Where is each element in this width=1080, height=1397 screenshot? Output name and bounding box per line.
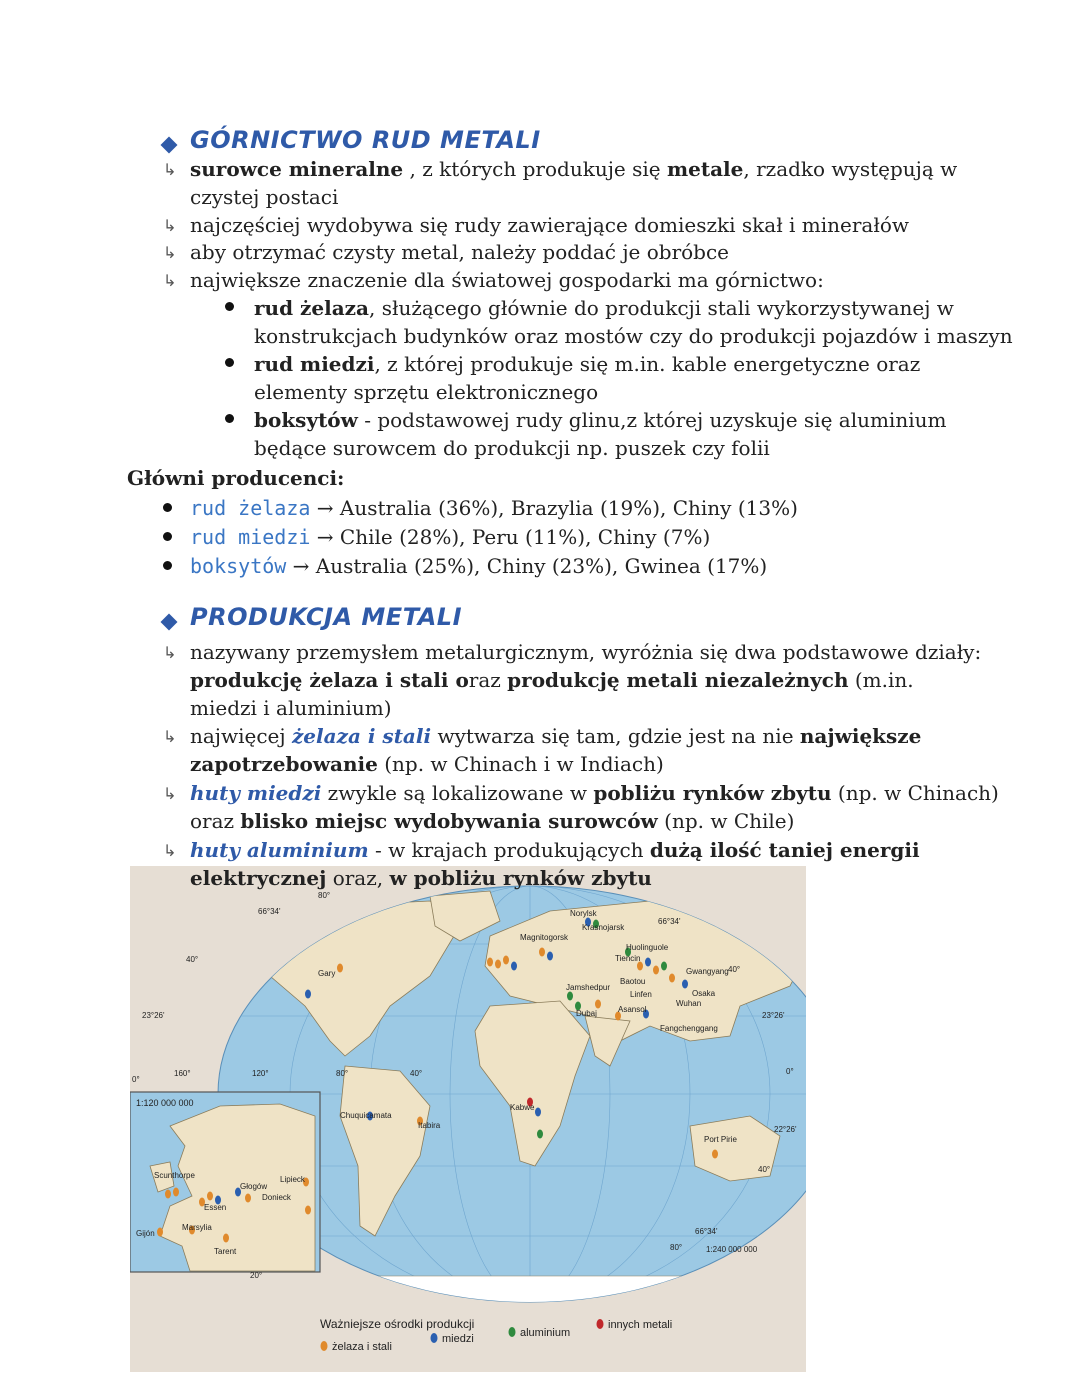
map-label: Marsylia: [182, 1223, 212, 1232]
arrow-icon: ↳: [163, 727, 177, 746]
arrow-icon: ↳: [163, 271, 177, 290]
text: wytwarza się tam, gdzie jest na nie: [431, 724, 800, 748]
text: (np. w Chinach i w Indiach): [377, 752, 664, 776]
bold-term: produkcję żelaza i stali o: [190, 668, 469, 692]
bold-term: metale: [666, 157, 744, 181]
text: - podstawowej rudy glinu,z której uzyskuje się aluminium: [357, 408, 947, 432]
arrow-icon: ↳: [163, 841, 177, 860]
degree-label: 40°: [186, 955, 199, 964]
bullet-line: elementy sprzętu elektronicznego: [254, 380, 599, 404]
text: (np. w Chile): [657, 809, 795, 833]
producer-name: rud miedzi: [190, 525, 311, 549]
copper-marker: [305, 990, 311, 999]
degree-label: 22°26': [774, 1125, 797, 1134]
legend-other-label: innych metali: [608, 1319, 673, 1331]
bold-term: dużą ilość taniej energii: [649, 838, 920, 862]
degree-label: 80°: [318, 891, 331, 900]
paragraph-line: [190, 666, 914, 694]
degree-label: 0°: [786, 1067, 794, 1076]
highlight-term: huty miedzi: [190, 781, 322, 805]
map-label: Baotou: [620, 977, 646, 986]
bold-term: rud miedzi: [254, 352, 375, 376]
map-label: Lipieck: [280, 1175, 305, 1184]
section-bullet-icon: [161, 137, 178, 154]
producer-name: rud żelaza: [190, 496, 311, 520]
map-label: Port Pirie: [704, 1135, 737, 1144]
map-label: Huolinguole: [626, 943, 669, 952]
degree-label: 40°: [758, 1165, 771, 1174]
map-label: Tarent: [214, 1247, 237, 1256]
degree-label: 66°34': [258, 907, 281, 916]
bullet-icon: [163, 532, 172, 541]
map-label: Krasnojarsk: [582, 923, 625, 932]
producer-name: boksytów: [190, 554, 287, 578]
map-label: Essen: [204, 1203, 227, 1212]
paragraph-line: najczęściej wydobywa się rudy zawierające domieszki skał i minerałów: [190, 213, 909, 237]
map-label: Kabwe: [510, 1103, 535, 1112]
iron-marker: [157, 1228, 163, 1237]
bullet-line: będące surowcem do produkcji np. puszek czy folii: [254, 436, 770, 460]
bold-term: pobliżu rynków zbytu: [593, 781, 832, 805]
producer-item: [190, 494, 798, 522]
highlight-term: żelaza i stali: [291, 724, 432, 748]
paragraph-line: [190, 779, 999, 807]
copper-marker: [682, 980, 688, 989]
legend-copper-label: miedzi: [442, 1333, 474, 1345]
degree-label: 40°: [410, 1069, 423, 1078]
map-label: Fangchenggang: [660, 1024, 718, 1033]
paragraph-line: [190, 836, 920, 864]
map-svg: [130, 866, 806, 1372]
degree-label: 80°: [670, 1243, 683, 1252]
text: oraz,: [326, 866, 390, 890]
map-label: Itabira: [418, 1121, 441, 1130]
iron-marker: [495, 960, 501, 969]
text: , z których produkuje się: [403, 157, 667, 181]
text: raz: [468, 668, 508, 692]
legend-title: Ważniejsze ośrodki produkcji: [320, 1317, 475, 1331]
degree-label: 66°34': [695, 1227, 718, 1236]
iron-marker: [595, 1000, 601, 1009]
paragraph-line: czystej postaci: [190, 185, 339, 209]
map-label: Gijón: [136, 1229, 155, 1238]
bold-term: blisko miejsc wydobywania surowców: [240, 809, 658, 833]
paragraph-line: [190, 155, 957, 183]
legend-aluminium-label: aluminium: [520, 1327, 571, 1339]
producer-text: → Australia (36%), Brazylia (19%), Chiny (13%): [310, 496, 798, 520]
bold-term: produkcję metali niezależnych: [507, 668, 849, 692]
aluminium-marker: [661, 962, 667, 971]
iron-marker: [503, 956, 509, 965]
map-label: Scunthorpe: [154, 1171, 195, 1180]
map-label: Linfen: [630, 990, 652, 999]
legend-other-icon: [597, 1319, 604, 1329]
arrow-icon: ↳: [163, 784, 177, 803]
bold-term: największe: [799, 724, 922, 748]
copper-marker: [645, 958, 651, 967]
paragraph-line: [190, 750, 664, 778]
map-label: Gary: [318, 969, 336, 978]
bullet-icon: [163, 561, 172, 570]
map-label: Asansol: [618, 1005, 647, 1014]
bold-term: rud żelaza: [254, 296, 369, 320]
iron-marker: [337, 964, 343, 973]
map-label: Norylsk: [570, 909, 597, 918]
text: (m.in.: [848, 668, 914, 692]
paragraph-line: miedzi i aluminium): [190, 696, 392, 720]
iron-marker: [223, 1234, 229, 1243]
bold-term: w pobliżu rynków zbytu: [389, 866, 652, 890]
text: - w krajach produkujących: [368, 838, 650, 862]
legend-iron-label: żelaza i stali: [332, 1341, 392, 1353]
map-label: Magnitogorsk: [520, 933, 569, 942]
legend-aluminium-icon: [509, 1327, 516, 1337]
map-label: Dubaj: [576, 1009, 597, 1018]
highlight-term: huty aluminium: [190, 838, 369, 862]
map-label: Osaka: [692, 989, 716, 998]
degree-label: 160°: [174, 1069, 191, 1078]
paragraph-line: [190, 807, 794, 835]
producer-text: → Australia (25%), Chiny (23%), Gwinea (17%): [286, 554, 768, 578]
map-legend: [320, 1317, 672, 1353]
map-label: Chuquicamata: [340, 1111, 392, 1120]
text: najwięcej: [190, 724, 292, 748]
bullet-line: konstrukcjach budynków oraz mostów czy do produkcji pojazdów i maszyn: [254, 324, 1013, 348]
legend-copper-icon: [431, 1333, 438, 1343]
iron-marker: [712, 1150, 718, 1159]
arrow-icon: ↳: [163, 160, 177, 179]
degree-label: 66°34': [658, 917, 681, 926]
bullet-line: [254, 294, 954, 322]
section-title-mining: GÓRNICTWO RUD METALI: [190, 126, 541, 154]
bullet-line: [254, 406, 946, 434]
bullet-icon: [163, 503, 172, 512]
text: , z której produkuje się m.in. kable energetyczne oraz: [374, 352, 921, 376]
arrow-icon: ↳: [163, 216, 177, 235]
map-label: Jamshedpur: [566, 983, 611, 992]
iron-marker: [539, 948, 545, 957]
bullet-icon: [225, 302, 234, 311]
map-label: 1:240 000 000: [706, 1245, 758, 1254]
paragraph-line: [190, 722, 921, 750]
iron-marker: [305, 1206, 311, 1215]
iron-marker: [245, 1194, 251, 1203]
arrow-icon: ↳: [163, 243, 177, 262]
bold-term: boksytów: [254, 408, 358, 432]
iron-marker: [173, 1188, 179, 1197]
map-label: Wuhan: [676, 999, 702, 1008]
legend-iron-icon: [321, 1341, 328, 1351]
paragraph-line: nazywany przemysłem metalurgicznym, wyróżnia się dwa podstawowe działy:: [190, 640, 982, 664]
degree-label: 80°: [336, 1069, 349, 1078]
bullet-icon: [225, 358, 234, 367]
degree-label: 40°: [728, 965, 741, 974]
bold-term: zapotrzebowanie: [190, 752, 378, 776]
producers-label: Główni producenci:: [127, 466, 345, 490]
map-label: Tiencin: [615, 954, 641, 963]
bullet-icon: [225, 414, 234, 423]
map-label: Głogów: [240, 1182, 268, 1191]
arrow-icon: ↳: [163, 643, 177, 662]
copper-marker: [511, 962, 517, 971]
producer-text: → Chile (28%), Peru (11%), Chiny (7%): [310, 525, 711, 549]
iron-marker: [165, 1190, 171, 1199]
iron-marker: [669, 974, 675, 983]
degree-label: 23°26': [762, 1011, 785, 1020]
aluminium-marker: [537, 1130, 543, 1139]
map-label: Donieck: [262, 1193, 291, 1202]
bold-term: surowce mineralne: [190, 157, 404, 181]
paragraph-line: aby otrzymać czysty metal, należy poddać je obróbce: [190, 240, 730, 264]
producer-item: [190, 552, 767, 580]
text: , rzadko występują w: [743, 157, 958, 181]
bullet-line: [254, 350, 920, 378]
iron-marker: [653, 966, 659, 975]
iron-marker: [207, 1192, 213, 1201]
copper-marker: [535, 1108, 541, 1117]
degree-label: 23°26': [142, 1011, 165, 1020]
text: , służącego głównie do produkcji stali wykorzystywanej w: [368, 296, 954, 320]
copper-marker: [547, 952, 553, 961]
europe-inset-map: [130, 1092, 320, 1280]
section-title-production: PRODUKCJA METALI: [190, 603, 462, 631]
text: oraz: [190, 809, 241, 833]
map-label: Gwangyang: [686, 967, 729, 976]
degree-label: 0°: [132, 1075, 140, 1084]
degree-label: 20°: [250, 1271, 263, 1280]
text: zwykle są lokalizowane w: [321, 781, 594, 805]
producer-item: [190, 523, 710, 551]
text: (np. w Chinach): [831, 781, 999, 805]
paragraph-line: największe znaczenie dla światowej gospodarki ma górnictwo:: [190, 268, 824, 292]
bold-term: elektrycznej: [190, 866, 327, 890]
degree-label: 120°: [252, 1069, 269, 1078]
inset-scale: 1:120 000 000: [136, 1098, 194, 1108]
paragraph-line: [190, 864, 652, 892]
iron-marker: [487, 958, 493, 967]
world-metallurgy-map: [130, 866, 806, 1372]
section-bullet-icon: [161, 614, 178, 631]
aluminium-marker: [567, 992, 573, 1001]
